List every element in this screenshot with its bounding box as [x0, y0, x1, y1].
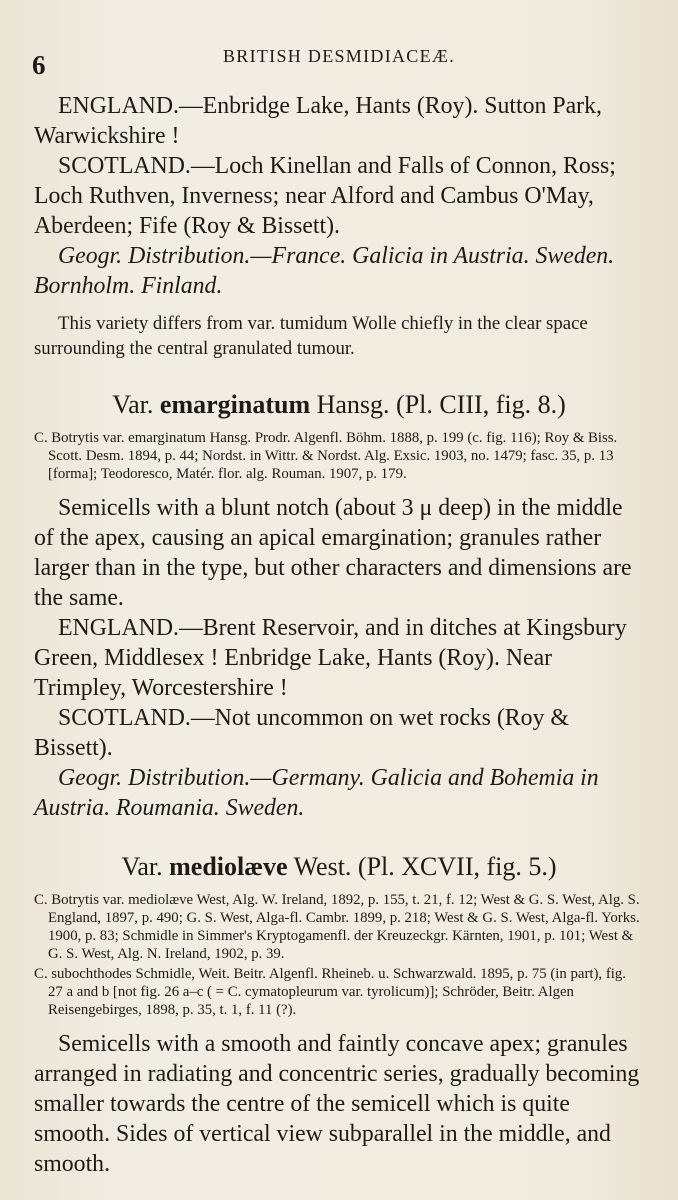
- reference-entry: C. Botrytis var. emarginatum Hansg. Prodr. Algenfl. Böhm. 1888, p. 199 (c. fig. 116); Roy & Biss. Scott. Desm. 1894, p. 44; Nordst. in Wittr. & Nordst. Alg. Exsic. 1903, no. 1479; fasc. 35, p. 13 [forma]; Teodoresco, Matér. flor. alg. Rouman. 1907, p. 179.: [34, 430, 618, 482]
- variety-heading-mediolaeve: [34, 851, 644, 883]
- paragraph-description-mediolaeve: Semicells with a smooth and faintly concave apex; granules arranged in radiating and concentric series, gradually becoming smaller towards the centre of the semicell which is quite smooth. Sides of vertical view subparallel in the middle, and smooth.: [34, 1031, 640, 1177]
- variety-heading-prefix: Var.: [112, 390, 154, 419]
- reference-block-emarginatum: [34, 429, 644, 483]
- variety-heading-suffix: Hansg. (Pl. CIII, fig. 8.): [316, 390, 566, 419]
- reference-block-mediolaeve: [34, 891, 644, 1019]
- page-number: 6: [32, 50, 46, 80]
- paragraph-scotland-locations: SCOTLAND.—Loch Kinellan and Falls of Connon, Ross; Loch Ruthven, Inverness; near Alford and Cambus O'May, Aberdeen; Fife (Roy & Bissett).: [34, 153, 616, 239]
- page-content: [34, 91, 644, 1179]
- reference-entry-1: C. Botrytis var. mediolæve West, Alg. W. Ireland, 1892, p. 155, t. 21, f. 12; West & G. S. West, Alg. S. England, 1897, p. 490; G. S. West, Alga-fl. Cambr. 1899, p. 218; West & G. S. West, Alga-fl. Yorks. 1900, p. 83; Schmidle in Simmer's Kryptogamenfl. der Kreuzeckgr. Kärnten, 1901, p. 101; West & G. S. West, Alg. N. Ireland, 1902, p. 39.: [34, 892, 640, 962]
- reference-entry-2: C. subochthodes Schmidle, Weit. Beitr. Algenfl. Rheineb. u. Schwarzwald. 1895, p. 75 (in part), fig. 27 a and b [not fig. 26 a–c ( = C. cymatopleurum var. tyrolicum)]; Schröder, Beitr. Algen Reisengebirges, 1898, p. 35, t. 1, f. 11 (?).: [34, 966, 626, 1018]
- variety-heading-emarginatum: [34, 389, 644, 421]
- variety-name: emarginatum: [159, 390, 311, 419]
- paragraph-geographic-emarginatum: Geogr. Distribution.—Germany. Galicia and Bohemia in Austria. Roumania. Sweden.: [34, 765, 599, 821]
- paragraph-variety-note: This variety differs from var. tumidum Wolle chiefly in the clear space surrounding the central granulated tumour.: [34, 313, 588, 359]
- paragraph-england-emarginatum: ENGLAND.—Brent Reservoir, and in ditches at Kingsbury Green, Middlesex ! Enbridge Lake, Hants (Roy). Near Trimpley, Worcestershire !: [34, 615, 627, 701]
- variety-heading-prefix-2: Var.: [121, 852, 163, 881]
- running-title: BRITISH DESMIDIACEÆ.: [222, 46, 455, 66]
- variety-heading-suffix-2: West. (Pl. XCVII, fig. 5.): [293, 852, 557, 881]
- paragraph-description-emarginatum: Semicells with a blunt notch (about 3 μ deep) in the middle of the apex, causing an apical emargination; granules rather larger than in the type, but other characters and dimensions are the same.: [34, 495, 632, 611]
- paragraph-geographic-distribution: Geogr. Distribution.—France. Galicia in Austria. Sweden. Bornholm. Finland.: [34, 243, 615, 299]
- paragraph-england-locations: ENGLAND.—Enbridge Lake, Hants (Roy). Sutton Park, Warwickshire !: [34, 93, 602, 149]
- paragraph-scotland-emarginatum: SCOTLAND.—Not uncommon on wet rocks (Roy & Bissett).: [34, 705, 569, 761]
- variety-name-2: mediolæve: [169, 852, 288, 881]
